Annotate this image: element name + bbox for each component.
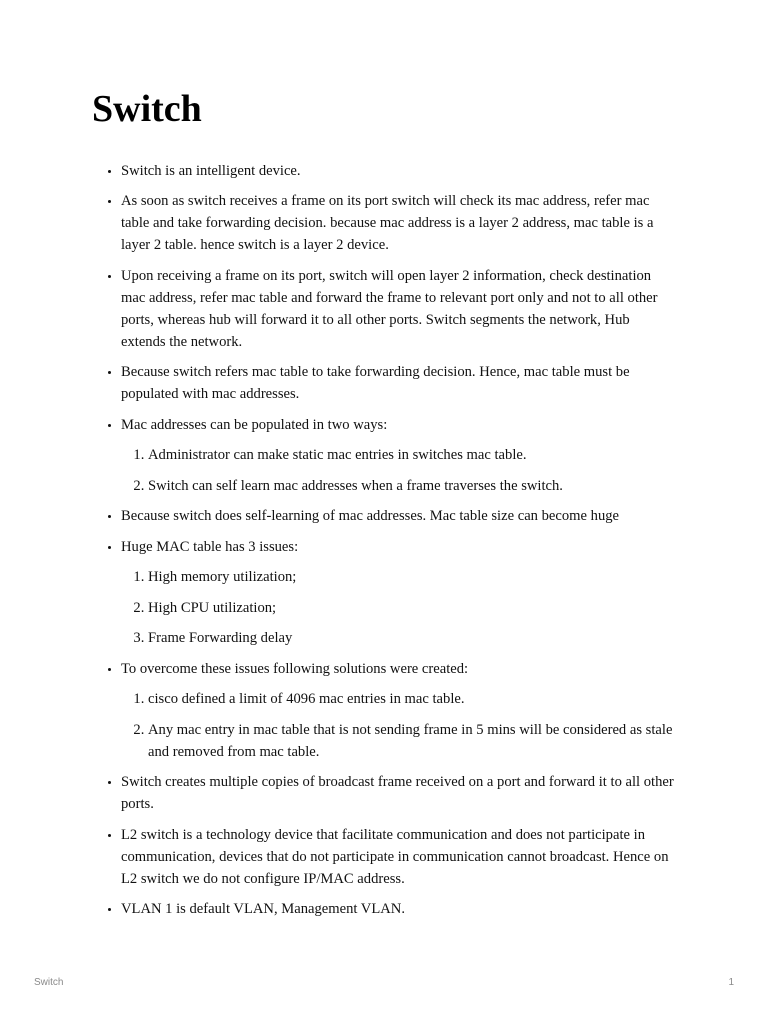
bullet-text: Huge MAC table has 3 issues: — [121, 538, 299, 555]
bullet-text: Mac addresses can be populated in two ways: — [121, 416, 388, 433]
bullet-item — [121, 898, 676, 920]
numbered-sublist — [121, 566, 676, 649]
numbered-sublist — [121, 444, 676, 497]
bullet-item — [121, 771, 676, 815]
bullet-text: Switch creates multiple copies of broadcast frame received on a port and forward it to all other ports. — [121, 774, 674, 813]
numbered-item: 2. High CPU utilization; — [148, 597, 676, 619]
footer-label: Switch — [34, 977, 64, 988]
bullet-item — [121, 658, 676, 763]
content-body — [92, 160, 676, 928]
bullet-item — [121, 414, 676, 497]
bullet-item — [121, 536, 676, 650]
bullet-text: As soon as switch receives a frame on its port switch will check its mac address, refer mac table and take forwarding decision. because mac address is a layer 2 address, mac table is a layer 2 table. hence switch is a layer 2 device. — [121, 193, 654, 254]
bullet-item — [121, 160, 676, 182]
bullet-text: L2 switch is a technology device that facilitate communication and does not participate in communication, devices that do not participate in communication cannot broadcast. Hence on L2 switch we do not configure IP/MAC address. — [121, 826, 669, 887]
numbered-sublist — [121, 688, 676, 763]
bullet-item — [121, 190, 676, 256]
bullet-text: Because switch refers mac table to take forwarding decision. Hence, mac table must be populated with mac addresses. — [121, 364, 630, 403]
numbered-item: 1. Administrator can make static mac entries in switches mac table. — [148, 444, 676, 466]
numbered-item: 1. High memory utilization; — [148, 566, 676, 588]
bullet-text: Because switch does self-learning of mac addresses. Mac table size can become huge — [121, 508, 620, 525]
bullet-text: Switch is an intelligent device. — [121, 163, 301, 179]
bullet-item — [121, 265, 676, 353]
numbered-item: 2. Any mac entry in mac table that is not sending frame in 5 mins will be considered as stale and removed from mac table. — [148, 719, 676, 763]
bullet-text: Upon receiving a frame on its port, switch will open layer 2 information, check destination mac address, refer mac table and forward the frame to relevant port only and not to all other ports, whereas hub will forward it to all other ports. Switch segments the network, Hub extends the network. — [121, 267, 658, 350]
page-title: Switch — [92, 88, 202, 130]
numbered-item: 3. Frame Forwarding delay — [148, 627, 676, 649]
bullet-list — [92, 160, 676, 920]
bullet-text: VLAN 1 is default VLAN, Management VLAN. — [121, 901, 405, 918]
bullet-text: To overcome these issues following solutions were created: — [121, 660, 469, 677]
bullet-item — [121, 361, 676, 405]
numbered-item: 2. Switch can self learn mac addresses when a frame traverses the switch. — [148, 475, 676, 497]
bullet-item — [121, 505, 676, 527]
numbered-item: 1. cisco defined a limit of 4096 mac entries in mac table. — [148, 688, 676, 710]
bullet-item — [121, 824, 676, 890]
page-number: 1 — [728, 977, 734, 988]
